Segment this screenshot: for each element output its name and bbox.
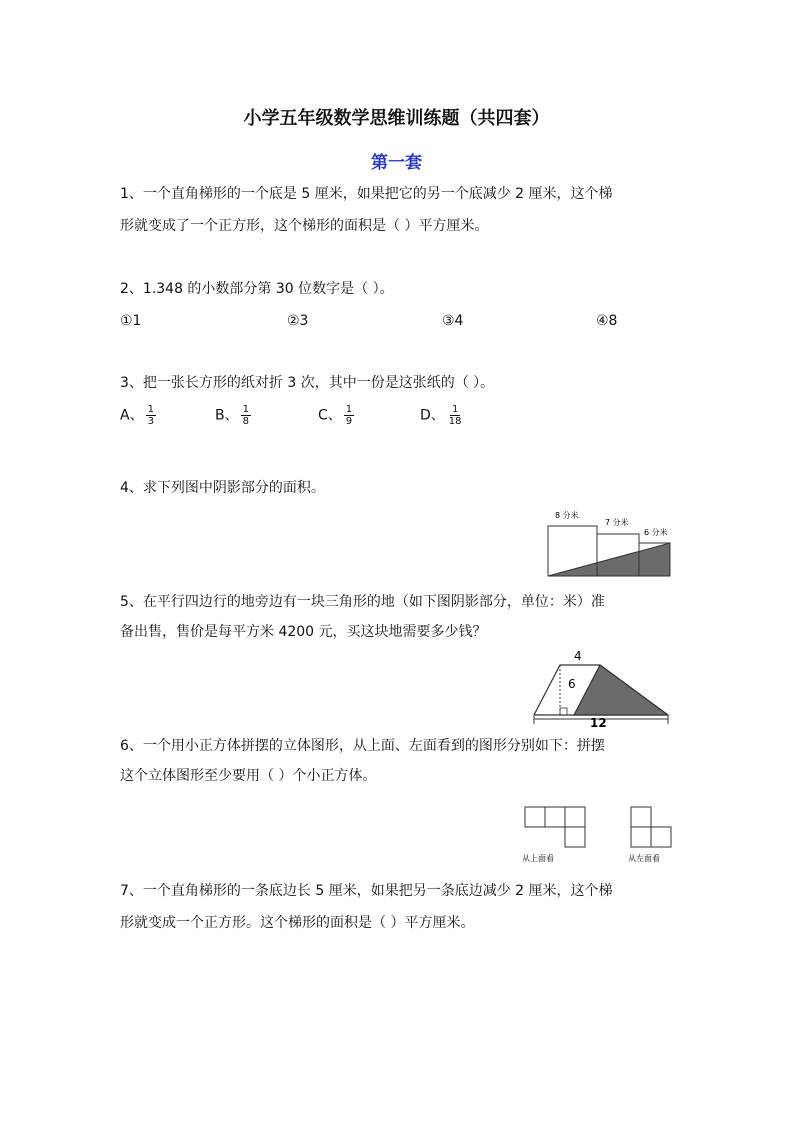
q2-option-2: ②3: [287, 313, 309, 329]
q5-right-angle-mark: [560, 708, 567, 715]
q5-line2: 备出售，售价是每平方米 4200 元，买这块地需要多少钱？: [120, 624, 487, 640]
q6-top-square-4: [565, 827, 585, 847]
q6-left-square-3: [651, 827, 671, 847]
q3-option-d: [420, 404, 464, 427]
q4-label-7: 7 分米: [605, 518, 629, 527]
q7-line1: 7、一个直角梯形的一条底边长 5 厘米，如果把另一条底边减少 2 厘米，这个梯: [120, 883, 613, 899]
q3-option-b-label: B、: [215, 407, 239, 424]
q6-top-square-2: [545, 807, 565, 827]
section-title: 第一套: [371, 153, 422, 173]
q6-line1: 6、一个用小正方体拼摆的立体图形，从上面、左面看到的图形分别如下：拼摆: [120, 738, 605, 754]
q2-text: 2、1.348 的小数部分第 30 位数字是（ ）。: [120, 281, 394, 297]
q1-line1: 1、一个直角梯形的一个底是 5 厘米，如果把它的另一个底减少 2 厘米，这个梯: [120, 186, 613, 202]
q6-left-square-1: [631, 807, 651, 827]
q5-label-top: 4: [574, 649, 582, 663]
q2-option-4: ④8: [596, 313, 618, 329]
q4-text: 4、求下列图中阴影部分的面积。: [120, 480, 325, 496]
q6-top-view: [520, 802, 590, 866]
q1-line2: 形就变成了一个正方形，这个梯形的面积是（ ）平方厘米。: [120, 218, 489, 234]
q2-option-1: ①1: [120, 313, 142, 329]
q5-line1: 5、在平行四边行的地旁边有一块三角形的地（如下图阴影部分，单位：米）准: [120, 594, 605, 610]
q6-top-view-label: 从上面看: [522, 854, 554, 863]
q5-shaded-triangle: [574, 665, 668, 715]
q4-label-6: 6 分米: [644, 528, 668, 537]
q3-text: 3、把一张长方形的纸对折 3 次，其中一份是这张纸的（ ）。: [120, 375, 495, 391]
q2-option-3: ③4: [442, 313, 464, 329]
q6-left-view: [625, 802, 675, 866]
q3-option-d-fraction: $\frac{1}{18}$: [448, 404, 462, 427]
q6-top-square-1: [525, 807, 545, 827]
q4-squares-figure: [545, 505, 672, 579]
q3-option-b: [215, 404, 251, 427]
q7-line2: 形就变成一个正方形。这个梯形的面积是（ ）平方厘米。: [120, 915, 475, 931]
q3-option-c-fraction: $\frac{1}{9}$: [345, 404, 353, 427]
q3-option-b-fraction: $\frac{1}{8}$: [242, 404, 249, 427]
q6-top-square-3: [565, 807, 585, 827]
q5-label-height: 6: [568, 677, 576, 691]
q6-left-square-2: [631, 827, 651, 847]
q4-label-8: 8 分米: [555, 511, 579, 520]
q5-parallelogram-figure: [528, 648, 672, 730]
q5-label-base: 12: [590, 716, 607, 730]
q6-line2: 这个立体图形至少要用（ ）个小正方体。: [120, 768, 377, 784]
q3-option-c: [318, 404, 354, 427]
q3-option-a-fraction: $\frac{1}{3}$: [147, 404, 154, 427]
q3-option-a: [120, 404, 156, 427]
q3-option-a-label: A、: [120, 407, 144, 424]
q6-left-view-label: 从左面看: [628, 854, 660, 863]
q3-option-d-label: D、: [420, 407, 445, 424]
q3-option-c-label: C、: [318, 407, 342, 424]
q4-shaded-triangle: [548, 543, 670, 576]
document-title: 小学五年级数学思维训练题（共四套）: [243, 108, 550, 129]
